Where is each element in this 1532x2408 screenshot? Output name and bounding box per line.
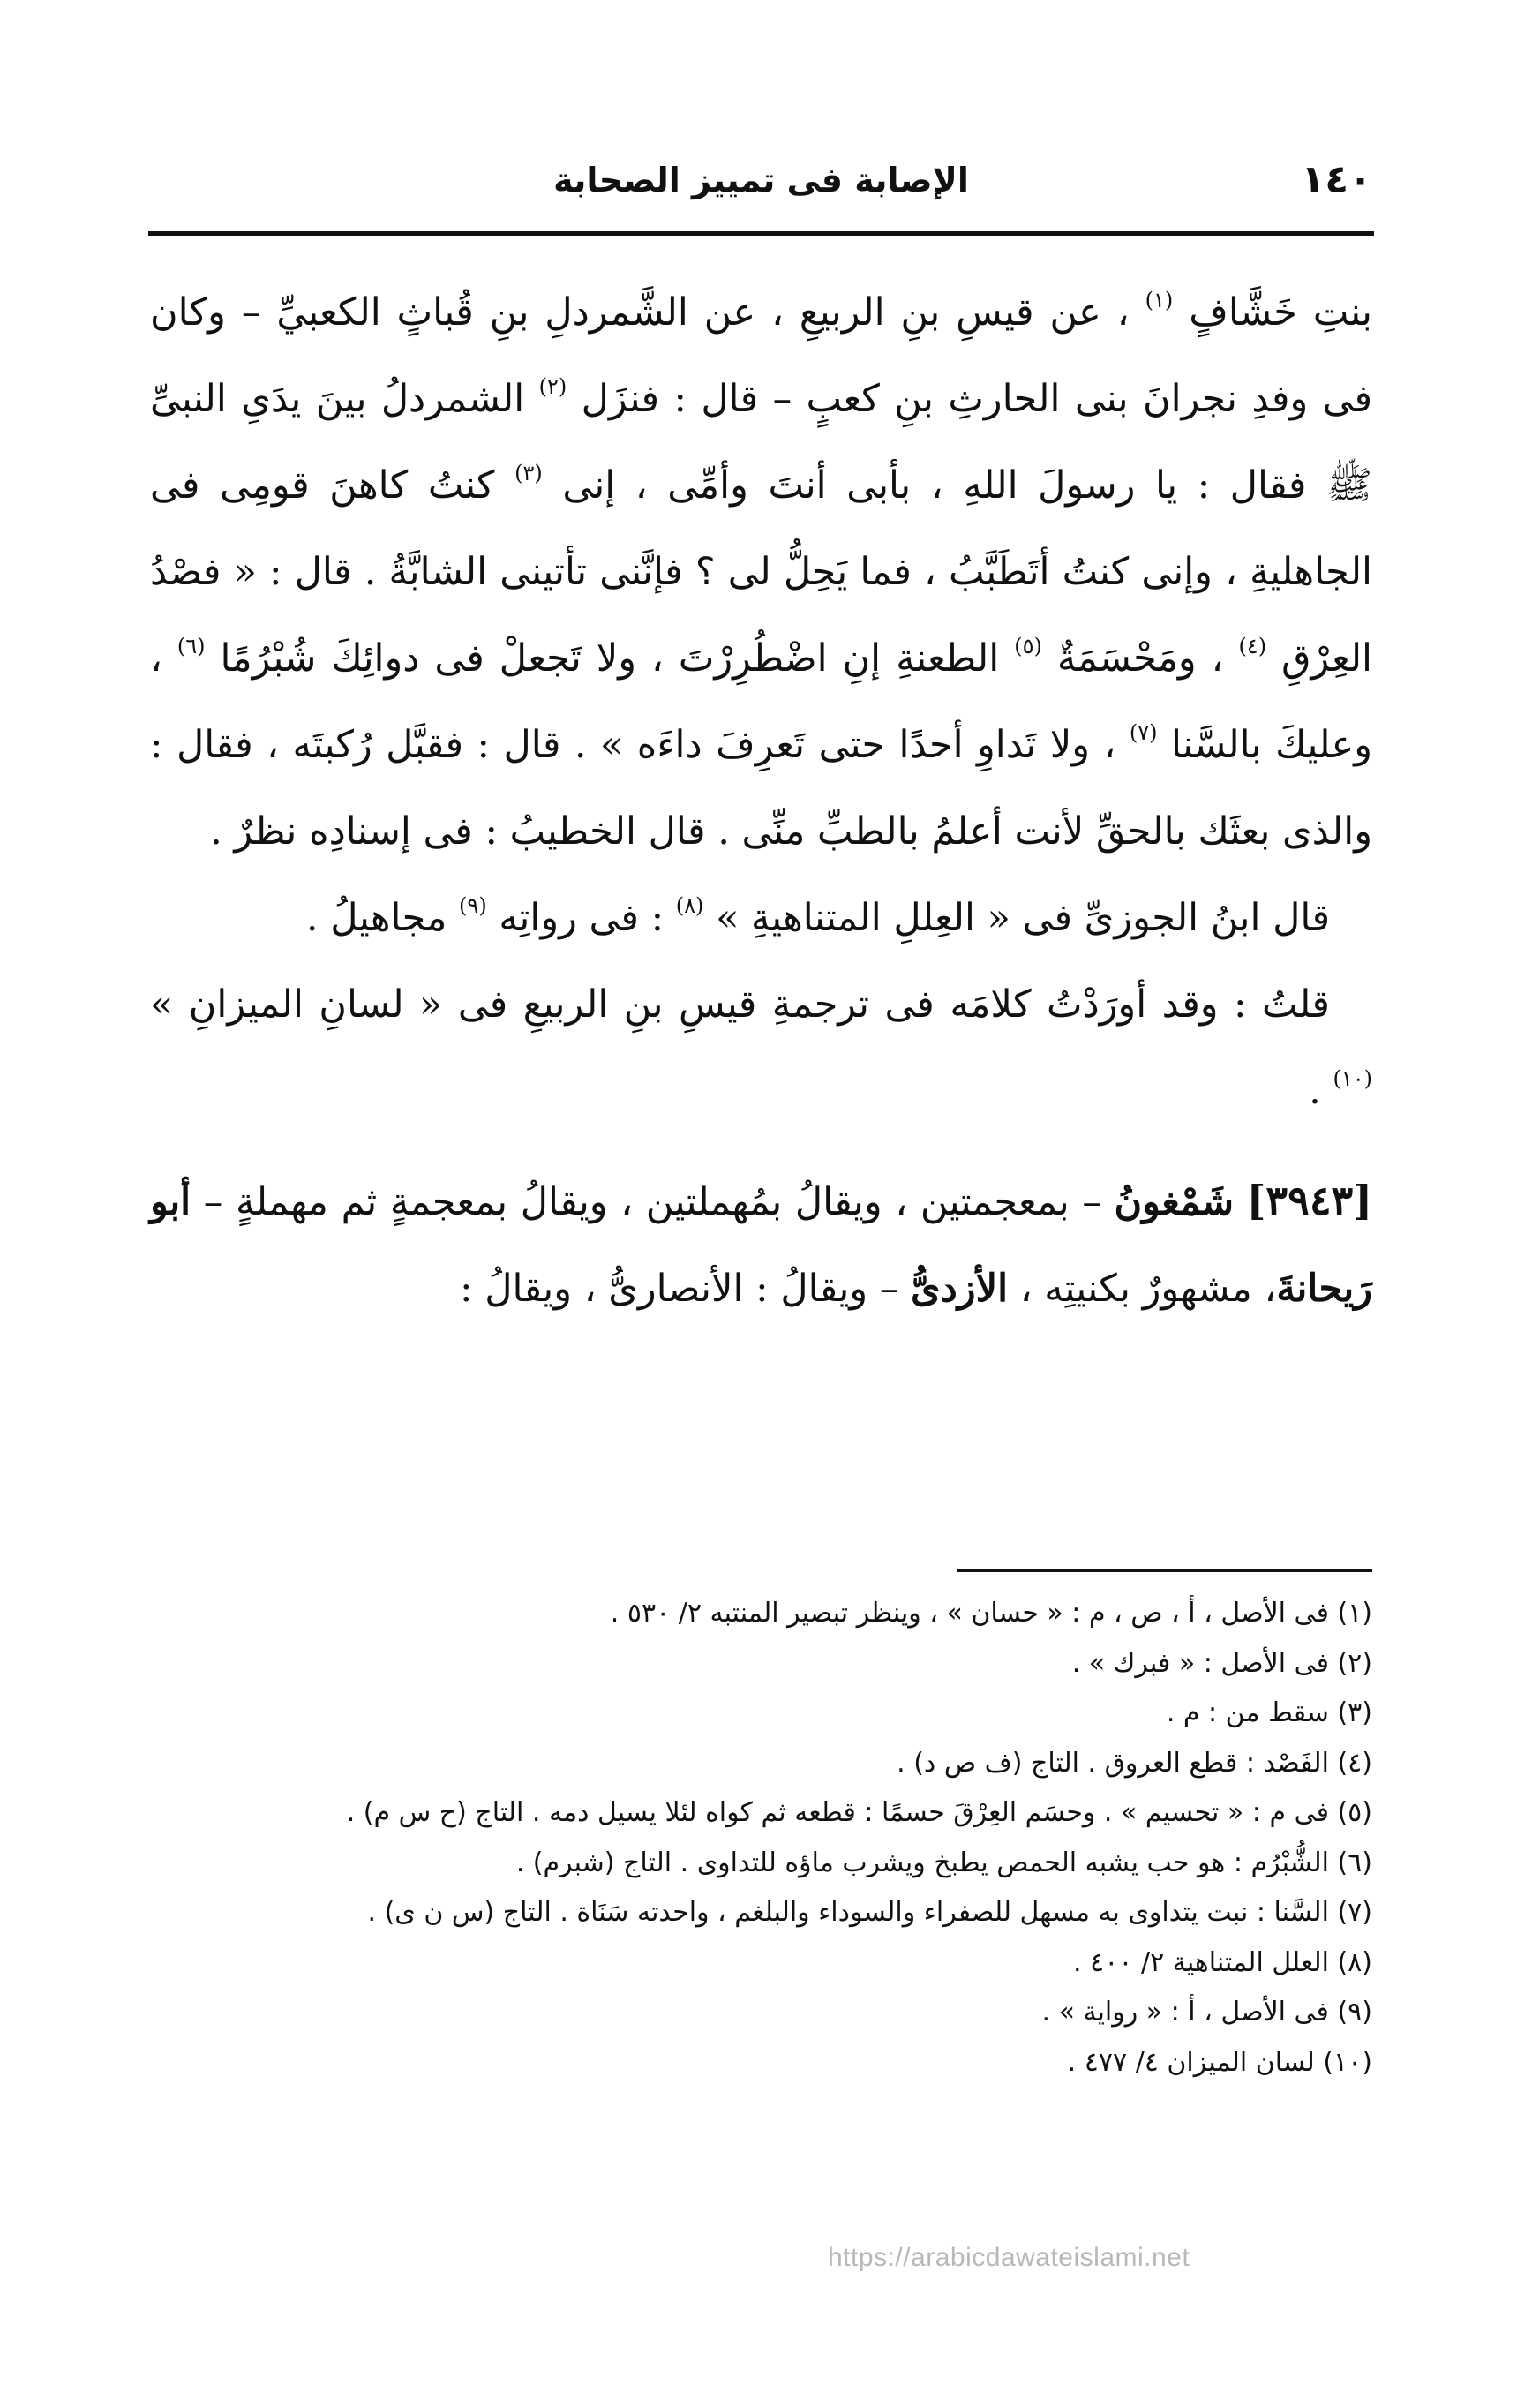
- text-run: الشمردلُ بينَ يدَىِ النبىِّ ﷺ فقال : يا رسولَ اللهِ ، بأبى أنتَ وأمِّى ، إنى: [150, 377, 1373, 508]
- footnote-rule: [958, 1569, 1372, 1572]
- running-head: [150, 157, 1372, 219]
- watermark-url: https://arabicdawateislami.net: [828, 2243, 1190, 2272]
- footnote-ref-8: (٨): [675, 893, 704, 918]
- paragraph-ibn-jawzi: [150, 875, 1372, 961]
- book-title: الإصابة فى تمييز الصحابة: [553, 161, 969, 199]
- text-run: ، ومَحْسَمَةٌ: [1056, 636, 1224, 681]
- entry-name: شَمْغونُ: [1114, 1180, 1234, 1224]
- page-number: ١٤٠: [1301, 157, 1372, 202]
- text-run: – بمعجمتين ، ويقالُ بمُهملتين ، ويقالُ بمعجمةٍ ثم مهملةٍ –: [203, 1180, 1101, 1224]
- footnote-1: (١) فى الأصل ، أ ، ص ، م : « حسان » ، وينظر تبصير المنتبه ٢/ ٥٣٠ .: [610, 1598, 1372, 1629]
- text-run: : فى رواتِه: [499, 896, 665, 940]
- text-run: الطعنةِ إنِ اضْطُرِرْتَ ، ولا تَجعلْ فى دوائِكَ شُبْرُمًا: [220, 636, 1000, 681]
- footnote-6: (٦) الشُّبْرُم : هو حب يشبه الحمص يطبخ ويشرب ماؤه للتداوى . التاج (شبرم) .: [515, 1847, 1372, 1878]
- text-run: مجاهيلُ .: [305, 896, 447, 940]
- entry-kunya: أبو رَيحانةَ: [150, 1180, 1372, 1311]
- paragraph-author-note: [150, 961, 1372, 1134]
- text-run: ، ولا تَداوِ أحدًا حتى تَعرِفَ داءَه » . قال : فقبَّل رُكبتَه ، فقال : والذى بعثَك بالحقِّ لأنت أعلمُ بالطبِّ منِّى . قال الخطيبُ : فى إسنادِه نظرٌ .: [150, 723, 1372, 854]
- footnote-2: (٢) فى الأصل : « فبرك » .: [1071, 1647, 1372, 1679]
- text-run: ، مشهورٌ بكنيتِه ،: [1019, 1267, 1277, 1311]
- text-run: قال ابنُ الجوزىِّ فى « العِللِ المتناهيةِ »: [716, 896, 1330, 940]
- text-run: ، عن قيسِ بنِ الربيعِ ، عن الشَّمردلِ بنِ قُباثٍ الكعبيِّ – وكان فى وفدِ نجرانَ بنى الحارثِ بنِ كعبٍ – قال : فنزَل: [150, 290, 1373, 421]
- text-run: قلتُ : وقد أورَدْتُ كلامَه فى ترجمةِ قيسِ بنِ الربيعِ فى « لسانِ الميزانِ »: [150, 982, 1330, 1027]
- footnotes: [150, 1589, 1372, 2088]
- text-run: بنتِ خَشَّافٍ: [1189, 290, 1373, 335]
- footnote-10: (١٠) لسان الميزان ٤/ ٤٧٧ .: [1067, 2046, 1372, 2078]
- main-text: [150, 269, 1372, 1332]
- footnote-7: (٧) السَّنا : نبت يتداوى به مسهل للصفراء والسوداء والبلغم ، واحدته سَنَاة . التاج (س ن ى) .: [367, 1897, 1372, 1928]
- footnote-ref-6: (٦): [176, 634, 206, 658]
- footnote-3: (٣) سقط من : م .: [1166, 1697, 1372, 1728]
- header-rule: [148, 231, 1374, 236]
- footnote-ref-2: (٢): [538, 374, 567, 399]
- entry-3943: [150, 1157, 1372, 1332]
- footnote-ref-9: (٩): [459, 893, 487, 918]
- entry-nisba: الأزدىُّ: [911, 1267, 1009, 1311]
- text-run: – ويقالُ : الأنصارىُّ ، ويقالُ :: [460, 1267, 899, 1311]
- footnote-ref-1: (١): [1145, 288, 1174, 312]
- footnote-ref-4: (٤): [1238, 634, 1267, 658]
- footnote-ref-5: (٥): [1014, 634, 1042, 658]
- spacer: [150, 1134, 1372, 1157]
- footnote-ref-10: (١٠): [1333, 1066, 1372, 1091]
- footnote-ref-7: (٧): [1129, 720, 1158, 745]
- footnote-ref-3: (٣): [514, 461, 543, 485]
- text-run: كنتُ كاهنَ قومِى فى الجاهليةِ ، وإنى كنتُ أتَطَبَّبُ ، فما يَحِلُّ لى ؟ فإنَّنى تأتينى الشابَّةُ . قال : « فصْدُ العِرْقِ: [150, 463, 1372, 681]
- footnote-5: (٥) فى م : « تحسيم » . وحسَم العِرْقَ حسمًا : قطعه ثم كواه لئلا يسيل دمه . التاج (ح س م) .: [346, 1797, 1372, 1828]
- footnote-8: (٨) العلل المتناهية ٢/ ٤٠٠ .: [1073, 1946, 1372, 1978]
- footnote-9: (٩) فى الأصل ، أ : « رواية » .: [1041, 1997, 1372, 2028]
- entry-number: [٣٩٤٣]: [1246, 1177, 1372, 1224]
- text-run: ، وعليكَ بالسَّنا: [150, 636, 1372, 767]
- paragraph-hadith: [150, 269, 1372, 875]
- footnote-4: (٤) الفَصْد : قطع العروق . التاج (ف ص د) .: [897, 1747, 1372, 1779]
- text-run: .: [1309, 1069, 1321, 1113]
